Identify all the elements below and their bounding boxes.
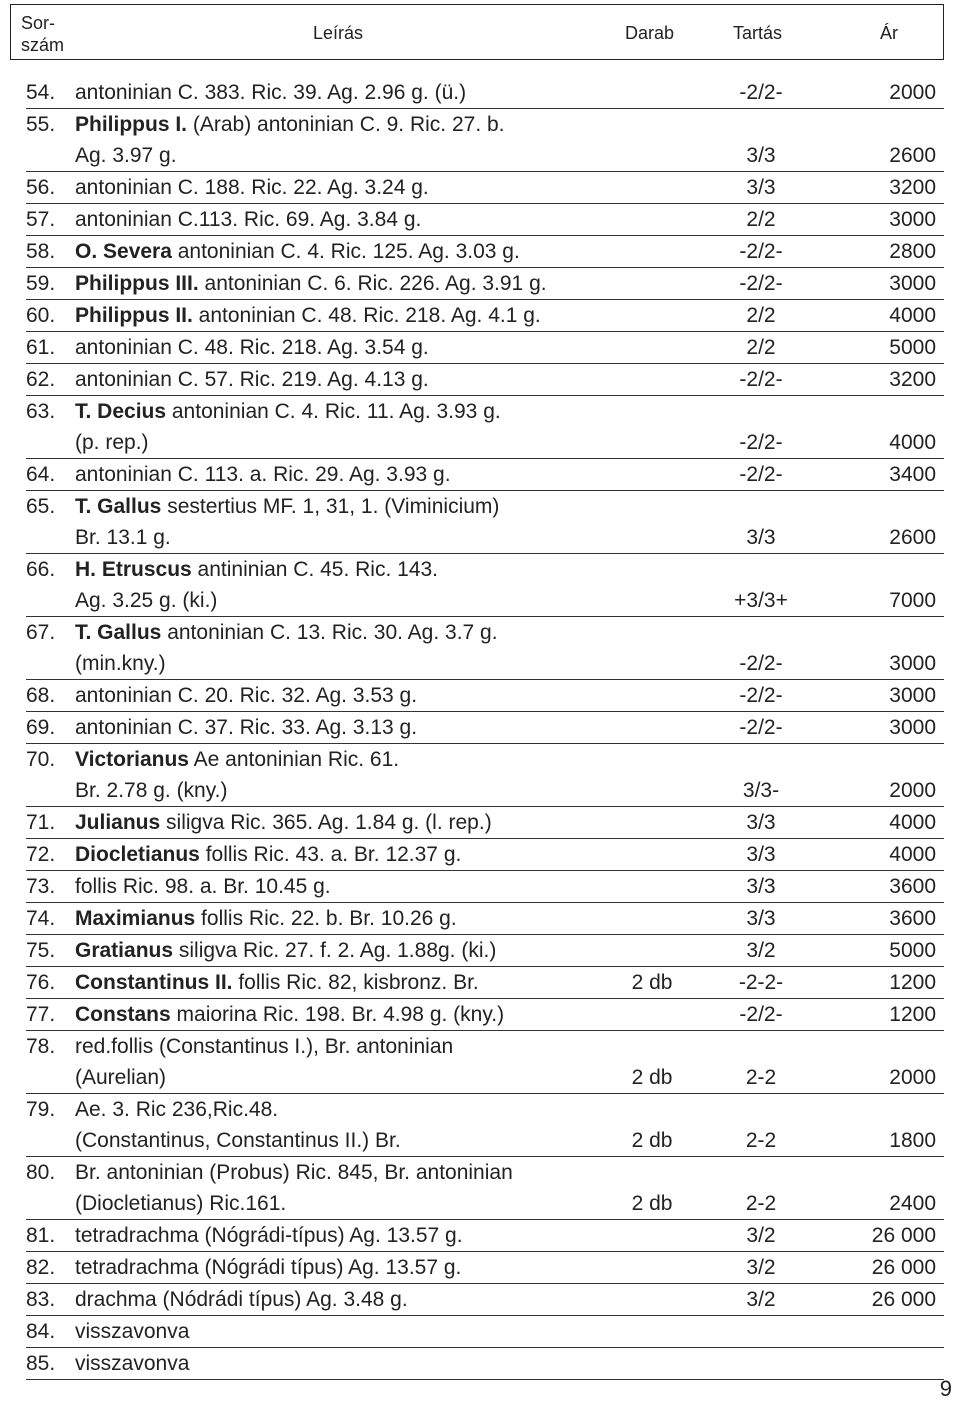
table-row [26, 396, 944, 459]
row-line [26, 1188, 944, 1219]
lot-number: 63. [26, 400, 56, 423]
description-text: antoninian C. 20. Ric. 32. Ag. 3.53 g. [75, 684, 418, 707]
lot-description [75, 364, 429, 395]
lot-condition: -2/2- [739, 716, 783, 739]
lot-price: 3200 [889, 368, 936, 391]
lot-price: 3000 [889, 684, 936, 707]
table-row [26, 839, 944, 871]
table-row [26, 617, 944, 680]
row-line [26, 1062, 944, 1093]
lot-description [75, 744, 399, 775]
row-line [26, 1348, 944, 1379]
lot-number: 73. [26, 875, 56, 898]
description-text: antoninian C. 4. Ric. 11. Ag. 3.93 g. [166, 400, 501, 423]
lot-description [75, 839, 461, 870]
description-text: visszavonva [75, 1320, 190, 1343]
table-row [26, 999, 944, 1031]
page-number: 9 [939, 1376, 952, 1401]
lot-description [75, 712, 417, 743]
lot-description [75, 332, 429, 363]
lot-description [75, 967, 479, 998]
row-line [26, 617, 944, 648]
description-text: visszavonva [75, 1352, 190, 1375]
lot-description [75, 1252, 461, 1283]
ruler-name: Maximianus [75, 907, 196, 930]
lot-condition: 2-2 [745, 1066, 777, 1089]
lot-number: 57. [26, 208, 56, 231]
lot-condition: +3/3+ [734, 589, 788, 612]
row-line [26, 999, 944, 1030]
lot-condition: 2-2 [745, 1192, 777, 1215]
lot-price: 7000 [889, 589, 936, 612]
lot-number: 65. [26, 495, 56, 518]
description-text: Ag. 3.97 g. [75, 144, 177, 167]
lot-condition: -2/2- [739, 463, 783, 486]
header-sorszam-line1: Sor- [21, 13, 56, 33]
lot-price: 4000 [889, 811, 936, 834]
table-row [26, 680, 944, 712]
description-text: Ag. 3.25 g. (ki.) [75, 589, 218, 612]
description-text: (p. rep.) [75, 431, 149, 454]
ruler-name: Julianus [75, 811, 161, 834]
table-row [26, 712, 944, 744]
lot-list [0, 77, 960, 1380]
lot-quantity: 2 db [631, 1192, 673, 1215]
description-text: antoninian C. 6. Ric. 226. Ag. 3.91 g. [198, 272, 547, 295]
ruler-name: Constantinus II. [75, 971, 233, 994]
description-text: antoninian C. 113. a. Ric. 29. Ag. 3.93 g. [75, 463, 451, 486]
header-leiras: Leírás [313, 23, 364, 43]
description-text: sestertius MF. 1, 31, 1. (Viminicium) [161, 495, 500, 518]
description-text: Br. 13.1 g. [75, 526, 171, 549]
table-row [26, 871, 944, 903]
table-row [26, 109, 944, 172]
lot-number: 59. [26, 272, 56, 295]
lot-condition: 3/3- [742, 779, 780, 802]
lot-quantity: 2 db [631, 1129, 673, 1152]
table-row [26, 491, 944, 554]
table-row [26, 77, 944, 109]
lot-condition: 3/3 [746, 811, 776, 834]
row-line [26, 427, 944, 458]
lot-description [75, 585, 217, 616]
lot-description [75, 459, 451, 490]
ruler-name: Victorianus [75, 748, 189, 771]
table-row [26, 172, 944, 204]
table-row [26, 236, 944, 268]
lot-number: 77. [26, 1003, 56, 1026]
table-row [26, 744, 944, 807]
lot-condition: 3/3 [746, 875, 776, 898]
row-line [26, 554, 944, 585]
lot-description [75, 1094, 278, 1125]
description-text: antoninian C. 4. Ric. 125. Ag. 3.03 g. [171, 240, 520, 263]
lot-number: 62. [26, 368, 56, 391]
lot-description [75, 268, 547, 299]
lot-number: 74. [26, 907, 56, 930]
lot-number: 78. [26, 1035, 56, 1058]
lot-description [75, 77, 466, 108]
lot-number: 69. [26, 716, 56, 739]
lot-number: 67. [26, 621, 56, 644]
lot-description [75, 1220, 463, 1251]
row-line [26, 712, 944, 743]
lot-condition: -2/2- [739, 81, 783, 104]
row-line [26, 396, 944, 427]
lot-condition: 3/3 [746, 907, 776, 930]
lot-description [75, 1316, 189, 1347]
description-text: red.follis (Constantinus I.), Br. antoninian [75, 1035, 454, 1058]
row-line [26, 236, 944, 267]
row-line [26, 1284, 944, 1315]
lot-price: 2000 [889, 1066, 936, 1089]
row-line [26, 77, 944, 108]
row-line [26, 935, 944, 966]
row-line [26, 1316, 944, 1347]
lot-number: 58. [26, 240, 56, 263]
description-text: antoninian C. 57. Ric. 219. Ag. 4.13 g. [75, 368, 429, 391]
ruler-name: Philippus I. [75, 113, 188, 136]
lot-price: 2000 [889, 81, 936, 104]
description-text: antoninian C. 48. Ric. 218. Ag. 4.1 g. [192, 304, 541, 327]
lot-condition: -2/2- [739, 240, 783, 263]
description-text: (Aurelian) [75, 1066, 167, 1089]
ruler-name: H. Etruscus [75, 558, 192, 581]
description-text: maiorina Ric. 198. Br. 4.98 g. (kny.) [170, 1003, 505, 1026]
description-text: (min.kny.) [75, 652, 166, 675]
description-text: follis Ric. 98. a. Br. 10.45 g. [75, 875, 331, 898]
description-text: Br. antoninian (Probus) Ric. 845, Br. antoninian [75, 1161, 513, 1184]
header-sorszam-line2: szám [21, 35, 65, 55]
lot-number: 83. [26, 1288, 56, 1311]
lot-condition: -2/2- [739, 684, 783, 707]
ruler-name: T. Gallus [75, 621, 162, 644]
lot-description [75, 172, 429, 203]
row-line [26, 1157, 944, 1188]
row-line [26, 364, 944, 395]
lot-number: 54. [26, 81, 56, 104]
lot-condition: 3/2 [746, 939, 776, 962]
ruler-name: Constans [75, 1003, 171, 1026]
lot-number: 56. [26, 176, 56, 199]
table-row [26, 1284, 944, 1316]
table-row [26, 1094, 944, 1157]
row-line [26, 1094, 944, 1125]
lot-price: 3200 [889, 176, 936, 199]
table-row [26, 459, 944, 491]
row-line [26, 140, 944, 171]
lot-description [75, 1284, 408, 1315]
description-text: antoninian C. 37. Ric. 33. Ag. 3.13 g. [75, 716, 418, 739]
lot-condition: 3/2 [746, 1256, 776, 1279]
lot-number: 68. [26, 684, 56, 707]
row-line [26, 967, 944, 998]
lot-price: 3000 [889, 208, 936, 231]
lot-price: 2800 [889, 240, 936, 263]
lot-number: 64. [26, 463, 56, 486]
lot-price: 2600 [889, 144, 936, 167]
description-text: siligva Ric. 27. f. 2. Ag. 1.88g. (ki.) [173, 939, 497, 962]
lot-description [75, 1348, 189, 1379]
lot-description [75, 807, 492, 838]
lot-condition: 2/2 [746, 208, 776, 231]
row-line [26, 109, 944, 140]
row-line [26, 491, 944, 522]
lot-description [75, 1188, 286, 1219]
lot-price: 5000 [889, 336, 936, 359]
lot-number: 61. [26, 336, 56, 359]
lot-price: 1200 [889, 1003, 936, 1026]
table-row [26, 807, 944, 839]
row-line [26, 903, 944, 934]
lot-description [75, 1157, 513, 1188]
lot-description [75, 300, 541, 331]
description-text: antoninian C.113. Ric. 69. Ag. 3.84 g. [75, 208, 422, 231]
lot-number: 76. [26, 971, 56, 994]
table-row [26, 1220, 944, 1252]
row-line [26, 680, 944, 711]
lot-condition: -2/2- [739, 652, 783, 675]
row-line [26, 1252, 944, 1283]
description-text: tetradrachma (Nógrádi-típus) Ag. 13.57 g. [75, 1224, 463, 1247]
description-text: (Constantinus, Constantinus II.) Br. [75, 1129, 401, 1152]
row-line [26, 1125, 944, 1156]
row-line [26, 522, 944, 553]
lot-condition: 3/2 [746, 1224, 776, 1247]
ruler-name: O. Severa [75, 240, 172, 263]
table-row [26, 1348, 944, 1380]
table-row [26, 300, 944, 332]
lot-description [75, 1062, 166, 1093]
lot-description [75, 522, 171, 553]
ruler-name: Philippus II. [75, 304, 193, 327]
lot-price: 2400 [889, 1192, 936, 1215]
lot-price: 1800 [889, 1129, 936, 1152]
description-text: antoninian C. 13. Ric. 30. Ag. 3.7 g. [161, 621, 498, 644]
lot-condition: -2/2- [739, 368, 783, 391]
lot-price: 3600 [889, 907, 936, 930]
description-text: Ae antoninian Ric. 61. [188, 748, 400, 771]
lot-number: 79. [26, 1098, 56, 1121]
lot-condition: 3/3 [746, 176, 776, 199]
lot-price: 1200 [889, 971, 936, 994]
row-line [26, 300, 944, 331]
description-text: antininian C. 45. Ric. 143. [191, 558, 439, 581]
lot-description [75, 427, 149, 458]
lot-price: 26 000 [871, 1224, 936, 1247]
lot-price: 2600 [889, 526, 936, 549]
lot-price: 4000 [889, 843, 936, 866]
lot-condition: -2-2- [738, 971, 784, 994]
lot-number: 55. [26, 113, 56, 136]
table-row [26, 332, 944, 364]
description-text: follis Ric. 82, kisbronz. Br. [232, 971, 479, 994]
lot-condition: -2/2- [739, 272, 783, 295]
lot-description [75, 775, 228, 806]
description-text: Br. 2.78 g. (kny.) [75, 779, 228, 802]
table-row [26, 1316, 944, 1348]
lot-description [75, 109, 505, 140]
lot-description [75, 396, 501, 427]
header-darab: Darab [625, 23, 675, 43]
row-line [26, 1220, 944, 1251]
lot-number: 66. [26, 558, 56, 581]
lot-price: 3000 [889, 272, 936, 295]
lot-number: 84. [26, 1320, 56, 1343]
lot-description [75, 999, 504, 1030]
lot-description [75, 648, 166, 679]
table-row [26, 1252, 944, 1284]
description-text: siligva Ric. 365. Ag. 1.84 g. (l. rep.) [160, 811, 492, 834]
lot-price: 5000 [889, 939, 936, 962]
lot-price: 2000 [889, 779, 936, 802]
row-line [26, 268, 944, 299]
lot-number: 85. [26, 1352, 56, 1375]
row-line [26, 1031, 944, 1062]
table-row [26, 935, 944, 967]
lot-condition: 3/3 [746, 843, 776, 866]
lot-condition: -2/2- [739, 431, 783, 454]
lot-number: 81. [26, 1224, 56, 1247]
row-line [26, 775, 944, 806]
lot-price: 3000 [889, 716, 936, 739]
ruler-name: Philippus III. [75, 272, 199, 295]
row-line [26, 204, 944, 235]
lot-number: 82. [26, 1256, 56, 1279]
lot-description [75, 1125, 401, 1156]
lot-description [75, 903, 457, 934]
table-row [26, 268, 944, 300]
lot-number: 75. [26, 939, 56, 962]
description-text: antoninian C. 188. Ric. 22. Ag. 3.24 g. [75, 176, 429, 199]
description-text: follis Ric. 43. a. Br. 12.37 g. [199, 843, 462, 866]
table-row [26, 903, 944, 935]
lot-number: 80. [26, 1161, 56, 1184]
row-line [26, 871, 944, 902]
lot-description [75, 204, 421, 235]
lot-quantity: 2 db [631, 971, 673, 994]
lot-description [75, 491, 499, 522]
lot-condition: 3/2 [746, 1288, 776, 1311]
row-line [26, 744, 944, 775]
lot-condition: 2/2 [746, 304, 776, 327]
lot-price: 3000 [889, 652, 936, 675]
row-line [26, 459, 944, 490]
lot-condition: 3/3 [746, 526, 776, 549]
table-header [10, 4, 944, 60]
row-line [26, 807, 944, 838]
lot-quantity: 2 db [631, 1066, 673, 1089]
lot-price: 4000 [889, 431, 936, 454]
ruler-name: T. Decius [75, 400, 167, 423]
lot-number: 72. [26, 843, 56, 866]
description-text: Ae. 3. Ric 236,Ric.48. [75, 1098, 279, 1121]
lot-price: 4000 [889, 304, 936, 327]
lot-number: 71. [26, 811, 56, 834]
lot-condition: 3/3 [746, 144, 776, 167]
lot-condition: -2/2- [739, 1003, 783, 1026]
lot-description [75, 236, 520, 267]
lot-condition: 2/2 [746, 336, 776, 359]
lot-price: 3600 [889, 875, 936, 898]
lot-price: 3400 [889, 463, 936, 486]
description-text: (Arab) antoninian C. 9. Ric. 27. b. [187, 113, 505, 136]
ruler-name: Diocletianus [75, 843, 200, 866]
header-ar: Ár [880, 23, 898, 43]
table-row [26, 1031, 944, 1094]
lot-description [75, 935, 496, 966]
table-row [26, 204, 944, 236]
lot-description [75, 871, 331, 902]
lot-description [75, 680, 417, 711]
description-text: tetradrachma (Nógrádi típus) Ag. 13.57 g. [75, 1256, 462, 1279]
lot-number: 70. [26, 748, 56, 771]
table-row [26, 967, 944, 999]
ruler-name: T. Gallus [75, 495, 162, 518]
row-line [26, 585, 944, 616]
description-text: (Diocletianus) Ric.161. [75, 1192, 287, 1215]
row-line [26, 172, 944, 203]
description-text: drachma (Nódrádi típus) Ag. 3.48 g. [75, 1288, 408, 1311]
lot-number: 60. [26, 304, 56, 327]
table-row [26, 1157, 944, 1220]
description-text: antoninian C. 383. Ric. 39. Ag. 2.96 g. (ü.) [75, 81, 467, 104]
row-line [26, 332, 944, 363]
lot-price: 26 000 [871, 1288, 936, 1311]
lot-price: 26 000 [871, 1256, 936, 1279]
table-row [26, 554, 944, 617]
row-line [26, 648, 944, 679]
description-text: follis Ric. 22. b. Br. 10.26 g. [195, 907, 457, 930]
header-tartas: Tartás [733, 23, 783, 43]
lot-condition: 2-2 [745, 1129, 777, 1152]
ruler-name: Gratianus [75, 939, 174, 962]
lot-description [75, 140, 177, 171]
row-line [26, 839, 944, 870]
lot-description [75, 554, 438, 585]
description-text: antoninian C. 48. Ric. 218. Ag. 3.54 g. [75, 336, 429, 359]
lot-description [75, 617, 498, 648]
table-row [26, 364, 944, 396]
lot-description [75, 1031, 453, 1062]
